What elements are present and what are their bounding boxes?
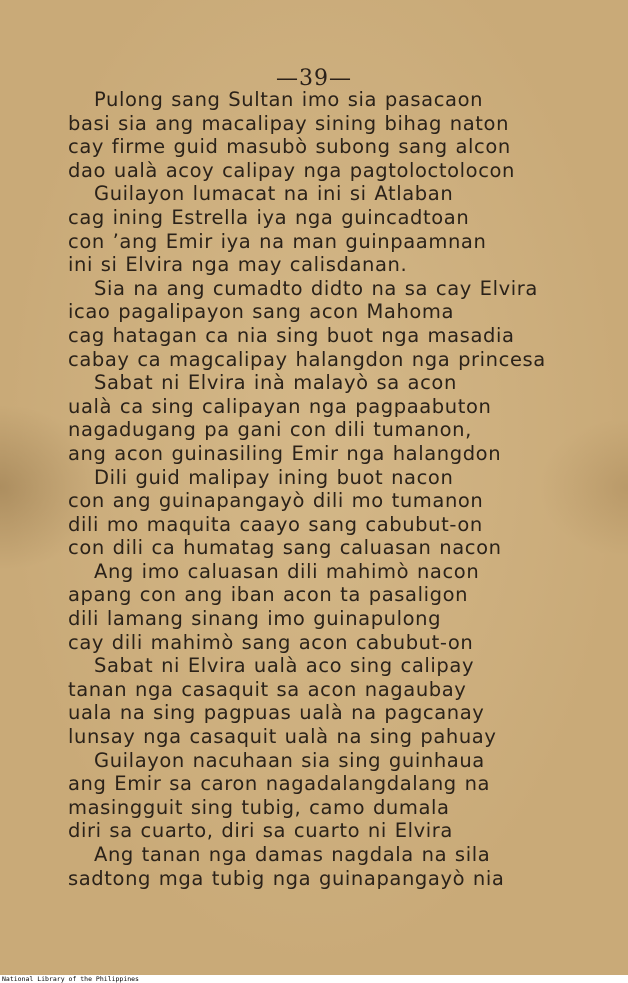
verse-line: con ang guinapangayò dili mo tumanon <box>68 489 484 513</box>
verse-line: Guilayon lumacat na ini si Atlaban <box>94 182 454 206</box>
verse-line: Sabat ni Elvira inà malayò sa acon <box>94 371 457 395</box>
verse-line: con ’ang Emir iya na man guinpaamnan <box>68 229 487 253</box>
verse-line: Sia na ang cumadto didto na sa cay Elvira <box>94 276 538 300</box>
verse-line: apang con ang iban acon ta pasaligon <box>68 583 469 607</box>
verse-line: masingguit sing tubig, camo dumala <box>68 795 450 819</box>
verse-line: diri sa cuarto, diri sa cuarto ni Elvira <box>68 819 453 843</box>
verse-line: ang acon guinasiling Emir nga halangdon <box>68 441 502 465</box>
verse-line: nagadugang pa gani con dili tumanon, <box>68 418 472 442</box>
verse-line: cag ining Estrella iya nga guincadtoan <box>68 205 470 229</box>
verse-line: ualà ca sing calipayan nga pagpaabuton <box>68 394 492 418</box>
verse-line: lunsay nga casaquit ualà na sing pahuay <box>68 725 497 749</box>
verse-line: cabay ca magcalipay halangdon nga princesa <box>68 347 546 371</box>
verse-line: ini si Elvira nga may calisdanan. <box>68 253 408 277</box>
verse-line: cay firme guid masubò subong sang alcon <box>68 135 511 159</box>
verse-line: tanan nga casaquit sa acon nagaubay <box>68 677 467 701</box>
verse-body <box>68 88 608 890</box>
verse-line: Pulong sang Sultan imo sia pasacaon <box>94 88 484 111</box>
verse-line: Guilayon nacuhaan sia sing guinhaua <box>94 748 485 772</box>
verse-line: icao pagalipayon sang acon Mahoma <box>68 300 455 324</box>
verse-line: Sabat ni Elvira ualà aco sing calipay <box>94 654 475 678</box>
verse-line: Ang imo caluasan dili mahimò nacon <box>94 559 480 583</box>
verse-line: con dili ca humatag sang caluasan nacon <box>68 536 502 560</box>
page-number: —39— <box>276 66 352 91</box>
verse-line: cay dili mahimò sang acon cabubut-on <box>68 630 474 654</box>
verse-line: dili mo maquita caayo sang cabubut-on <box>68 512 483 536</box>
verse-line: dili lamang sinang imo guinapulong <box>68 607 442 631</box>
verse-line: ang Emir sa caron nagadalangdalang na <box>68 772 491 796</box>
verse-line: sadtong mga tubig nga guinapangayò nia <box>68 866 505 890</box>
verse-line: Dili guid malipay ining buot nacon <box>94 465 454 489</box>
verse-line: uala na sing pagpuas ualà na pagcanay <box>68 701 485 725</box>
verse-line: dao ualà acoy calipay nga pagtoloctolocon <box>68 158 516 182</box>
verse-line: Ang tanan nga damas nagdala na sila <box>94 843 491 866</box>
footer-credit: National Library of the Philippines <box>2 975 139 983</box>
verse-line: basi sia ang macalipay sining bihag naton <box>68 111 510 135</box>
verse-line: cag hatagan ca nia sing buot nga masadia <box>68 323 515 347</box>
